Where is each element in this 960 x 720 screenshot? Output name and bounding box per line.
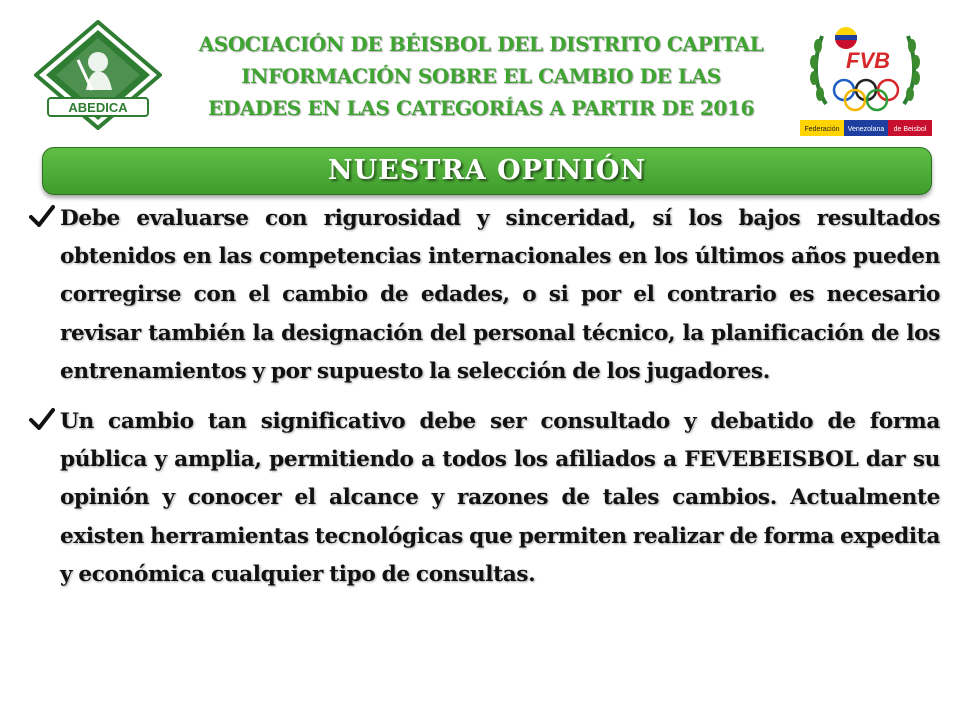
header-title: [168, 28, 794, 124]
list-item: [22, 200, 940, 391]
check-icon: [28, 405, 56, 433]
header-line-3: EDADES EN LAS CATEGORÍAS A PARTIR DE 2016: [208, 96, 754, 120]
abedica-logo: [34, 20, 162, 130]
section-banner: [42, 147, 932, 195]
abedica-logo-label: ABEDICA: [68, 100, 128, 115]
check-icon: [28, 202, 56, 230]
section-title: NUESTRA OPINIÓN: [327, 155, 647, 186]
bullet-text: Debe evaluarse con rigurosidad y sinceridad, sí los bajos resultados obtenidos en las competencias internacionales en los últimos años pueden corregirse con el cambio de edades, o si por el contrario es necesario revisar también la designación del personal técnico, la planificación de los entrenamientos y por supuesto la selección de los jugadores.: [60, 206, 940, 384]
bullet-text: Un cambio tan significativo debe ser consultado y debatido de forma pública y amplia, permitiendo a todos los afiliados a FEVEBEISBOL dar su opinión y conocer el alcance y razones de tales cambios. Actualmente existen herramientas tecnológicas que permiten realizar de forma expedita y económica cualquier tipo de consultas.: [60, 409, 940, 587]
fvb-ribbon-beisbol: de Beisbol: [893, 126, 927, 133]
fvb-ribbon-venezolana: Venezolana: [847, 126, 885, 133]
opinion-list: [22, 200, 940, 606]
fvb-ribbon-federacion: Federación: [804, 126, 840, 133]
fvb-logo-label: FVB: [846, 48, 890, 73]
list-item: [22, 403, 940, 594]
header-line-1: ASOCIACIÓN DE BÉISBOL DEL DISTRITO CAPITAL: [198, 32, 764, 56]
fvb-logo: [796, 16, 934, 142]
header-line-2: INFORMACIÓN SOBRE EL CAMBIO DE LAS: [241, 64, 721, 88]
